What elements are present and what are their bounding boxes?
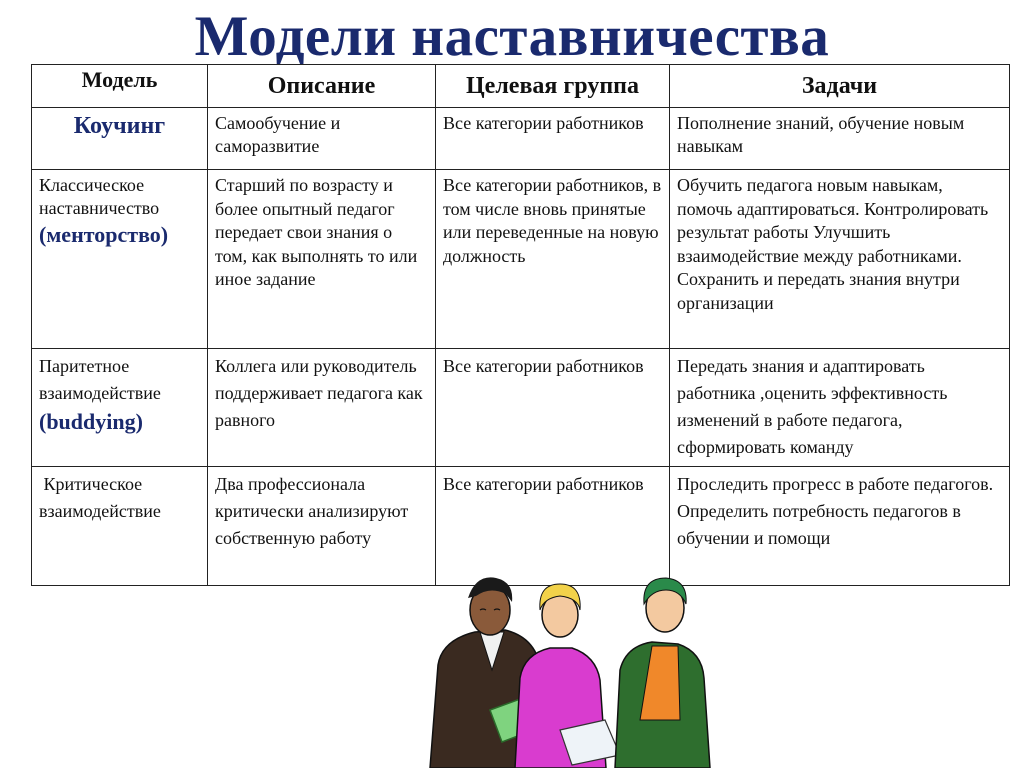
- description-cell: Самообучение и саморазвитие: [208, 108, 436, 170]
- mentorship-models-table: [31, 64, 1010, 586]
- tasks-cell: Обучить педагога новым навыкам, помочь адаптироваться. Контролировать результат работы Улучшить взаимодействие между работниками. Сохранить и передать знания внутри организации: [670, 170, 1010, 349]
- table-header-row: [32, 65, 1010, 108]
- table-row: [32, 467, 1010, 586]
- page-title: Модели наставничества: [194, 5, 830, 68]
- tasks-cell: Проследить прогресс в работе педагогов. Определить потребность педагогов в обучении и помощи: [670, 467, 1010, 586]
- target-cell: Все категории работников: [436, 349, 670, 467]
- table-row: [32, 108, 1010, 170]
- model-name: Паритетное взаимодействие: [39, 356, 161, 403]
- model-name: Коучинг: [73, 113, 166, 139]
- model-cell: [32, 108, 208, 170]
- model-cell: [32, 170, 208, 349]
- target-cell: Все категории работников: [436, 108, 670, 170]
- header-description: Описание: [208, 65, 436, 108]
- table-row: [32, 349, 1010, 467]
- model-cell: [32, 349, 208, 467]
- description-cell: Коллега или руководитель поддерживает педагога как равного: [208, 349, 436, 467]
- description-cell: Старший по возрасту и более опытный педагог передает свои знания о том, как выполнять то или иное задание: [208, 170, 436, 349]
- tasks-cell: Передать знания и адаптировать работника ,оценить эффективность изменений в работе педагога, сформировать команду: [670, 349, 1010, 467]
- header-target-group: Целевая группа: [436, 65, 670, 108]
- table-row: [32, 170, 1010, 349]
- model-cell: Критическое взаимодействие: [32, 467, 208, 586]
- target-cell: Все категории работников, в том числе вновь принятые или переведенные на новую должность: [436, 170, 670, 349]
- model-note: (buddying): [39, 409, 143, 434]
- description-cell: Два профессионала критически анализируют собственную работу: [208, 467, 436, 586]
- people-discussion-illustration: [420, 570, 720, 768]
- model-name: Классическое наставничество: [39, 175, 160, 218]
- model-note: (менторство): [39, 222, 169, 247]
- header-tasks: Задачи: [670, 65, 1010, 108]
- header-model: Модель: [32, 65, 208, 108]
- man-right-figure: [615, 578, 710, 768]
- target-cell: Все категории работников: [436, 467, 670, 586]
- tasks-cell: Пополнение знаний, обучение новым навыкам: [670, 108, 1010, 170]
